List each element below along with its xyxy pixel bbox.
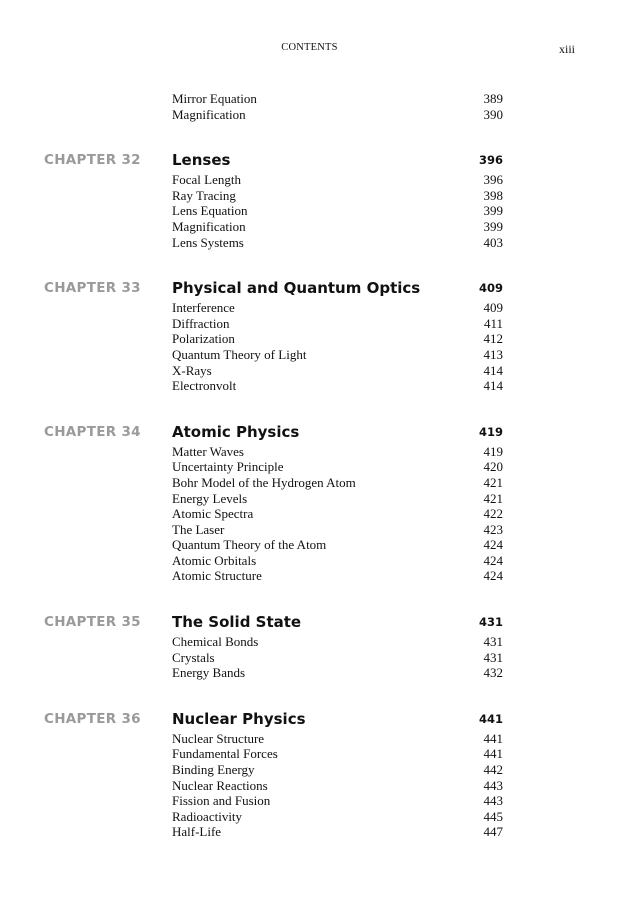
chapter-section bbox=[0, 613, 619, 681]
entry-page-number: 389 bbox=[483, 91, 503, 106]
entry-page-number: 422 bbox=[483, 506, 503, 522]
toc-entry bbox=[0, 522, 619, 538]
entry-title: X-Rays bbox=[172, 362, 212, 378]
entry-title: Magnification bbox=[172, 218, 246, 234]
entry-page-number: 390 bbox=[483, 106, 503, 122]
entry-page-number: 421 bbox=[483, 474, 503, 490]
toc-entry bbox=[0, 235, 619, 251]
chapter-page-number: 396 bbox=[478, 153, 503, 168]
toc-entry bbox=[0, 107, 619, 123]
toc-entry bbox=[0, 762, 619, 778]
chapter-title: Lenses bbox=[172, 151, 231, 170]
entry-title: Bohr Model of the Hydrogen Atom bbox=[172, 474, 356, 490]
toc-entry bbox=[0, 746, 619, 762]
toc-entry bbox=[0, 634, 619, 650]
chapter-section bbox=[0, 279, 619, 394]
entry-page-number: 399 bbox=[483, 218, 503, 234]
chapter-title: Atomic Physics bbox=[172, 422, 300, 441]
toc-entry bbox=[0, 809, 619, 825]
entry-title: Half-Life bbox=[172, 824, 222, 840]
entry-page-number: 424 bbox=[483, 568, 503, 584]
chapter-heading bbox=[0, 151, 619, 171]
entry-page-number: 423 bbox=[483, 521, 503, 537]
entry-page-number: 420 bbox=[483, 459, 503, 475]
entry-page-number: 431 bbox=[483, 634, 503, 650]
chapter-heading bbox=[0, 279, 619, 299]
entry-title: Nuclear Structure bbox=[172, 730, 265, 746]
toc-entry bbox=[0, 568, 619, 584]
entry-page-number: 441 bbox=[483, 730, 503, 746]
running-head bbox=[0, 42, 619, 58]
entry-page-number: 419 bbox=[483, 443, 503, 459]
chapter-section bbox=[0, 151, 619, 250]
entry-page-number: 413 bbox=[483, 346, 503, 362]
entry-title: Lens Systems bbox=[172, 234, 244, 250]
toc-entry bbox=[0, 188, 619, 204]
toc-entry bbox=[0, 363, 619, 379]
entry-page-number: 431 bbox=[483, 649, 503, 665]
chapter-list bbox=[0, 151, 619, 840]
running-title: CONTENTS bbox=[281, 42, 338, 53]
entry-page-number: 412 bbox=[483, 331, 503, 347]
entry-title: Atomic Spectra bbox=[172, 506, 254, 522]
chapter-page-number: 441 bbox=[478, 711, 503, 726]
toc-entry bbox=[0, 665, 619, 681]
entry-title: Lens Equation bbox=[172, 203, 248, 219]
chapter-label: CHAPTER 33 bbox=[44, 280, 141, 297]
entry-page-number: 441 bbox=[483, 746, 503, 762]
entry-page-number: 414 bbox=[483, 362, 503, 378]
entry-title: Atomic Orbitals bbox=[172, 552, 257, 568]
entry-page-number: 424 bbox=[483, 537, 503, 553]
entry-page-number: 445 bbox=[483, 808, 503, 824]
entry-title: Quantum Theory of Light bbox=[172, 346, 307, 362]
toc-entry bbox=[0, 731, 619, 747]
entry-page-number: 424 bbox=[483, 552, 503, 568]
toc-entry bbox=[0, 300, 619, 316]
entry-page-number: 421 bbox=[483, 490, 503, 506]
chapter-label: CHAPTER 35 bbox=[44, 614, 141, 631]
entry-page-number: 409 bbox=[483, 300, 503, 316]
entry-title: Magnification bbox=[172, 106, 246, 122]
entry-title: Fission and Fusion bbox=[172, 793, 271, 809]
chapter-page-number: 431 bbox=[478, 615, 503, 630]
entry-page-number: 447 bbox=[483, 824, 503, 840]
toc-entry bbox=[0, 553, 619, 569]
toc-entry bbox=[0, 793, 619, 809]
entry-page-number: 403 bbox=[483, 234, 503, 250]
entry-page-number: 432 bbox=[483, 665, 503, 681]
chapter-heading bbox=[0, 710, 619, 730]
entry-title: Quantum Theory of the Atom bbox=[172, 537, 327, 553]
entry-title: Binding Energy bbox=[172, 762, 255, 778]
toc-entry bbox=[0, 378, 619, 394]
chapter-heading bbox=[0, 423, 619, 443]
chapter-label: CHAPTER 34 bbox=[44, 423, 141, 440]
toc-entry bbox=[0, 91, 619, 107]
toc-entry bbox=[0, 475, 619, 491]
chapter-label: CHAPTER 32 bbox=[44, 152, 141, 169]
entry-title: Energy Bands bbox=[172, 665, 246, 681]
entry-title: Chemical Bonds bbox=[172, 634, 259, 650]
entry-title: Focal Length bbox=[172, 172, 241, 188]
entry-title: Diffraction bbox=[172, 315, 230, 331]
chapter-section bbox=[0, 423, 619, 584]
entry-title: Ray Tracing bbox=[172, 187, 236, 203]
entry-page-number: 399 bbox=[483, 203, 503, 219]
entry-title: Mirror Equation bbox=[172, 91, 257, 106]
entry-title: Interference bbox=[172, 300, 235, 316]
toc-entry bbox=[0, 537, 619, 553]
toc-entry bbox=[0, 650, 619, 666]
chapter-label: CHAPTER 36 bbox=[44, 710, 141, 727]
lead-entries bbox=[0, 91, 619, 122]
page-number: xiii bbox=[558, 42, 575, 56]
chapter-section bbox=[0, 710, 619, 840]
entry-title: Matter Waves bbox=[172, 443, 244, 459]
toc-entry bbox=[0, 506, 619, 522]
entry-title: Nuclear Reactions bbox=[172, 777, 268, 793]
entry-page-number: 398 bbox=[483, 187, 503, 203]
entry-title: Electronvolt bbox=[172, 378, 237, 394]
entry-title: Fundamental Forces bbox=[172, 746, 278, 762]
entry-title: Uncertainty Principle bbox=[172, 459, 284, 475]
toc-entry bbox=[0, 316, 619, 332]
table-of-contents bbox=[0, 91, 619, 869]
entry-title: Polarization bbox=[172, 331, 235, 347]
entry-page-number: 396 bbox=[483, 172, 503, 188]
toc-entry bbox=[0, 347, 619, 363]
chapter-heading bbox=[0, 613, 619, 633]
entry-page-number: 411 bbox=[483, 315, 503, 331]
chapter-page-number: 409 bbox=[478, 281, 503, 296]
entry-title: Crystals bbox=[172, 649, 215, 665]
entry-title: The Laser bbox=[172, 521, 225, 537]
entry-title: Energy Levels bbox=[172, 490, 248, 506]
chapter-title: Nuclear Physics bbox=[172, 709, 306, 728]
chapter-title: The Solid State bbox=[172, 613, 302, 632]
chapter-title: Physical and Quantum Optics bbox=[172, 279, 421, 298]
chapter-page-number: 419 bbox=[478, 424, 503, 439]
toc-entry bbox=[0, 459, 619, 475]
toc-entry bbox=[0, 331, 619, 347]
toc-entry bbox=[0, 491, 619, 507]
toc-entry bbox=[0, 444, 619, 460]
toc-entry bbox=[0, 824, 619, 840]
entry-page-number: 414 bbox=[483, 378, 503, 394]
entry-title: Atomic Structure bbox=[172, 568, 262, 584]
toc-entry bbox=[0, 203, 619, 219]
entry-title: Radioactivity bbox=[172, 808, 243, 824]
toc-entry bbox=[0, 172, 619, 188]
entry-page-number: 442 bbox=[483, 762, 503, 778]
toc-entry bbox=[0, 778, 619, 794]
entry-page-number: 443 bbox=[483, 777, 503, 793]
toc-entry bbox=[0, 219, 619, 235]
entry-page-number: 443 bbox=[483, 793, 503, 809]
